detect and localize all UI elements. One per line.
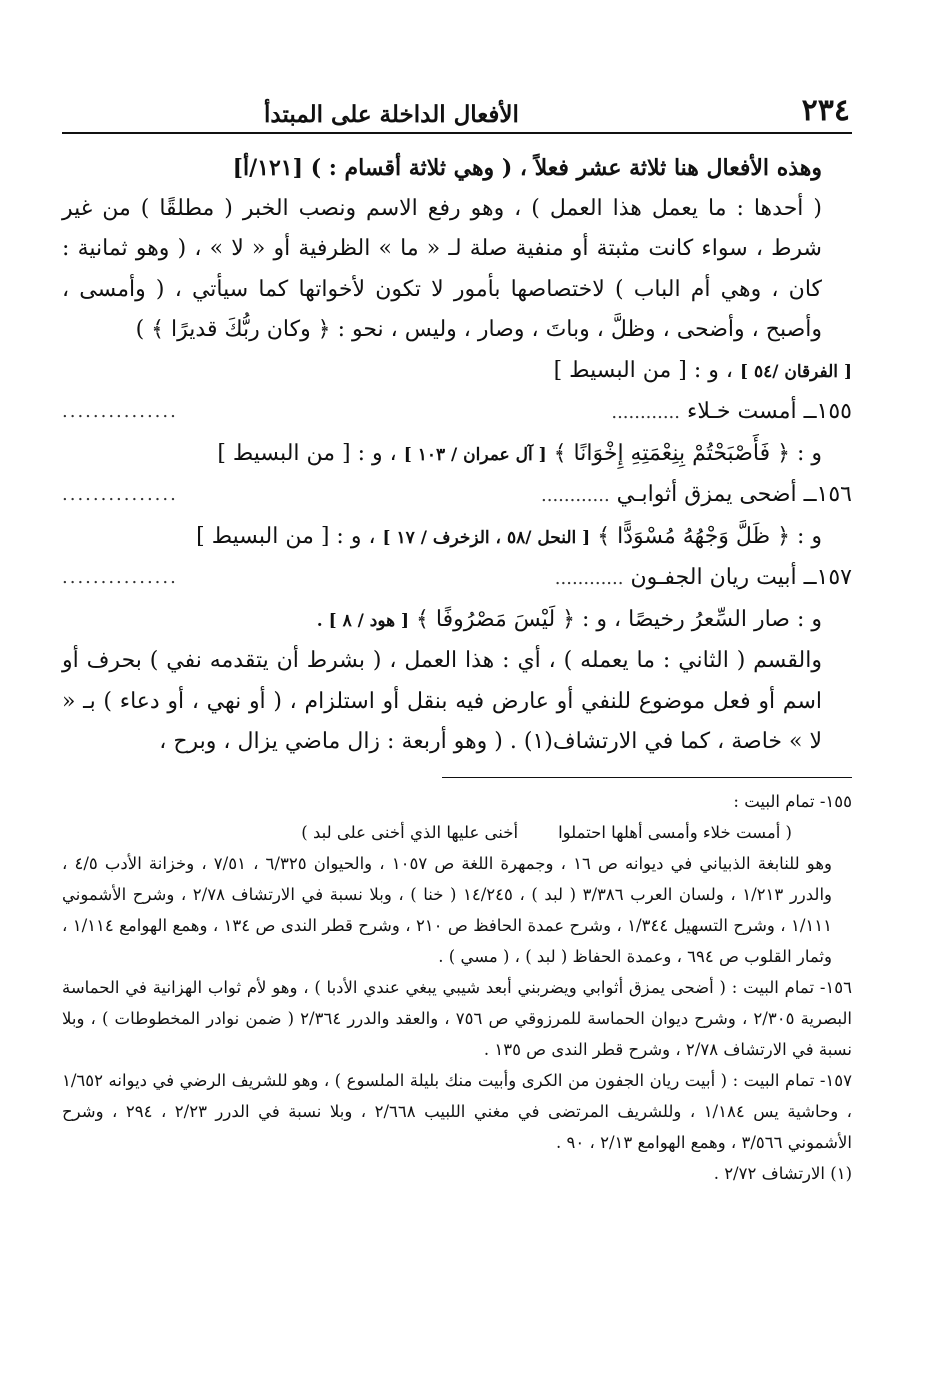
quran-quote: و : صار السِّعرُ رخيصًا ، و : ﴿ لَيْسَ مَصْرُوفًا ﴾: [416, 606, 822, 632]
verse-line: [62, 392, 852, 434]
paragraph: [62, 600, 852, 642]
meter-note: ، و : [ من البسيط ]: [553, 357, 740, 383]
paragraph: ( أحدها : ما يعمل هذا العمل ) ، وهو رفع الاسم ونصب الخبر ( مطلقًا ) من غير شرط ، سواء كانت مثبتة أو منفية صلة لـ « ما » الظرفية أو « لا » ، ( وهو ثمانية : كان ، وهي أم الباب ) لاختصاصها بأمور لا تكون لأخواتها كما سيأتي ، ( وأمسى ، وأصبح ، وأضحى ، وظلَّ ، وباتَ ، وصار ، وليس ، نحو : ﴿ وكان ربُّكَ قديرًا ﴾ ): [62, 195, 822, 342]
paragraph: [62, 434, 852, 476]
footnote-text: ١٥٧- تمام البيت : ( أبيت ريان الجفون من الكرى وأبيت منك بليلة الملسوع ) ، وهو للشريف الرضي في ديوانه ١/٦٥٢ ، وحاشية يس ١/١٨٤ ، وللشريف المرتضى في مغني اللبيب ٢/٦٦٨ ، وبلا نسبة في الدرر ٢/٢٣ ، ٢٩٤ ، وشرح الأشموني ٣/٥٦٦ ، وهمع الهوامع ٢/١٣ ، ٩٠ .: [62, 1070, 852, 1152]
footnote-separator: [442, 777, 852, 778]
footnote-heading: ١٥٥- تمام البيت :: [733, 791, 852, 811]
ellipsis: ............: [554, 568, 624, 589]
page: [62, 92, 852, 1189]
ellipsis: ...............: [62, 401, 178, 422]
footnote-text: ١٥٦- تمام البيت : ( أضحى يمزق أثوابي ويضربني أبعد شيبي يبغي عندي الأدبا ) ، وهو لأم ثواب الهزانية في الحماسة البصرية ٢/٣٠٥ ، وشرح ديوان الحماسة للمرزوقي ص ٧٥٦ ، والعقد والدرر ٢/٣٦٤ ( ضمن نوادر المخطوطات ) ، وبلا نسبة في الارتشاف ٢/٧٨ ، وشرح قطر الندى ص ١٣٥ .: [62, 977, 853, 1059]
quran-quote: و : ﴿ فَأَصْبَحْتُمْ بِنِعْمَتِهِ إِخْوَانًا ﴾: [553, 440, 822, 466]
meter-note: ، و : [ من البسيط ]: [217, 440, 404, 466]
page-number: ٢٣٤: [801, 93, 850, 128]
main-text: [62, 148, 852, 763]
citation: [ النحل /٥٨ ، الزخرف / ١٧ ]: [382, 527, 591, 548]
paragraph: وهذه الأفعال هنا ثلاثة عشر فعلاً ، ( وهي ثلاثة أقسام : ) [١٢١/أ]: [232, 155, 822, 181]
verse-hemistich: ١٥٥ــ أمست خـلاء: [687, 399, 852, 424]
meter-note: ، و : [ من البسيط ]: [196, 523, 383, 549]
verse-text: [541, 475, 852, 517]
verse-line: [62, 558, 852, 600]
hemistich: ( أمست خلاء وأمسى أهلها احتملوا: [558, 822, 792, 842]
hemistich: أخنى عليها الذي أخنى على لبد ): [301, 822, 519, 842]
citation: [ الفرقان /٥٤ ]: [740, 361, 852, 382]
ellipsis: ............: [611, 402, 681, 423]
running-header: [62, 92, 852, 134]
citation: [ آل عمران / ١٠٣ ]: [403, 444, 547, 465]
paragraph: [62, 517, 852, 559]
verse-text: [555, 558, 852, 600]
footnotes: [62, 786, 852, 1189]
paragraph: والقسم ( الثاني : ما يعمله ) ، أي : هذا العمل ، ( بشرط أن يتقدمه نفي ) بحرف أو اسم أو فعل موضوع للنفي أو عارض فيه بنقل أو استلزام ، ( أو نهي ، أو دعاء ) بـ « لا » خاصة ، كما في الارتشاف(١) . ( وهو أربعة : زال ماضي يزال ، وبرح ،: [62, 648, 822, 754]
footnote-text: وهو للنابغة الذبياني في ديوانه ص ١٦ ، وجمهرة اللغة ص ١٠٥٧ ، والحيوان ٦/٣٢٥ ، ٧/٥١ ، وخزانة الأدب ٤/٥ ، والدرر ١/٢١٣ ، ولسان العرب ٣/٣٨٦ ( لبد ) ، ١٤/٢٤٥ ( خنا ) ، وبلا نسبة في الارتشاف ٢/٧٨ ، وشرح الأشموني ١/١١١ ، وشرح التسهيل ١/٣٤٤ ، وشرح عمدة الحافظ ص ٢١٠ ، وشرح قطر الندى ص ١٣٤ ، وهمع الهوامع ١/١١٤ ، وثمار القلوب ص ٦٩٤ ، وعمدة الحفاظ ( لبد ) ، ( مسي ) .: [62, 853, 833, 966]
footnote-text: (١) الارتشاف ٢/٧٢ .: [713, 1163, 852, 1183]
verse-hemistich: ١٥٧ــ أبيت ريان الجفـون: [630, 565, 852, 590]
verse-hemistich: ١٥٦ــ أضحى يمزق أثوابـي: [616, 482, 852, 507]
ellipsis: ............: [541, 485, 610, 506]
citation: [ هود / ٨ ] .: [316, 610, 410, 631]
paragraph: [62, 351, 852, 393]
quran-quote: و : ﴿ ظَلَّ وَجْهُهُ مُسْوَدًّا ﴾: [597, 523, 822, 549]
ellipsis: ...............: [62, 484, 178, 505]
ellipsis: ...............: [62, 567, 178, 588]
verse-line: [62, 475, 852, 517]
verse-text: [611, 392, 852, 434]
chapter-title: الأفعال الداخلة على المبتدأ: [264, 101, 519, 128]
footnote-couplet: [62, 817, 852, 848]
